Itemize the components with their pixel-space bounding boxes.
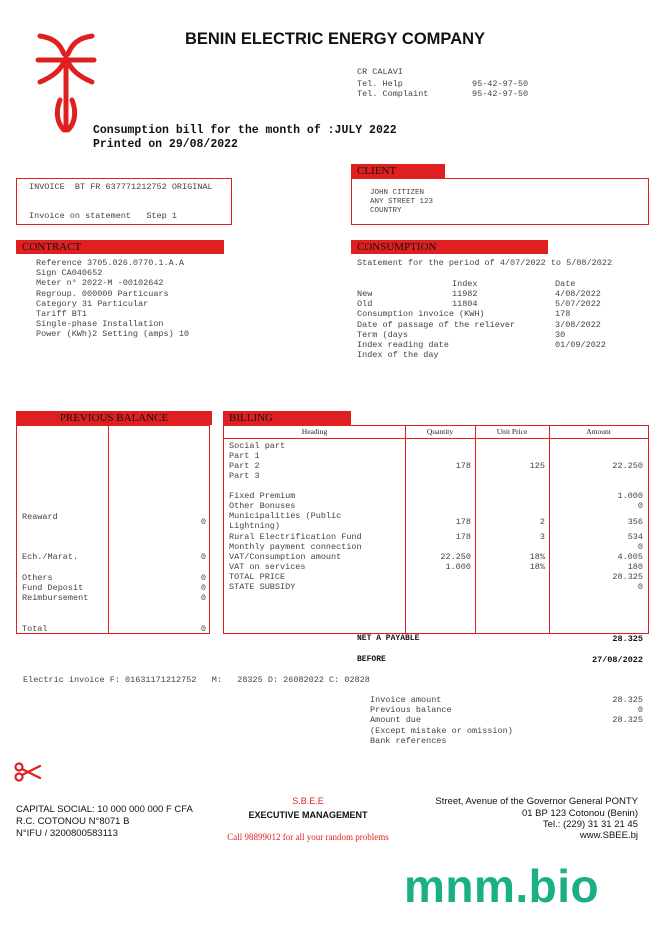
billing-vat2-qty: 1.000 [445, 562, 471, 572]
cons-index: 11982 [452, 289, 478, 299]
client-name: JOHN CITIZEN [370, 189, 425, 197]
invoice-line: INVOICE BT FR 637771212752 ORIGINAL [29, 182, 213, 192]
billing-rural-qty: 178 [455, 532, 471, 542]
billing-fixed-amount: 1.000 [617, 491, 643, 501]
net-payable-label: NET A PAYABLE [357, 634, 420, 643]
billing-monthly-amount: 0 [637, 542, 643, 552]
footer-call: Call 98899012 for all your random problems [227, 832, 389, 842]
billing-rural: Rural Electrification Fund [229, 532, 362, 542]
th-unit-price: Unit Price [496, 427, 528, 436]
billing-part2-price: 125 [529, 461, 545, 471]
cons-date: 5/07/2022 [555, 299, 601, 310]
cons-date: 178 [555, 309, 571, 320]
contract-line: Tariff BT1 [36, 309, 88, 320]
previous-balance-label: Previous balance [370, 705, 452, 715]
billing-part1: Part 1 [229, 451, 260, 461]
contract-line: Reference 3705.026.0770.1.A.A [36, 258, 184, 268]
billing-subsidy-amount: 0 [637, 582, 643, 592]
reaward-value: 0 [200, 517, 206, 527]
company-name: BENIN ELECTRIC ENERGY COMPANY [184, 30, 486, 48]
contract-line: Sign CA040652 [36, 268, 103, 279]
consumption-col-date: Date [555, 279, 576, 289]
consumption-statement: Statement for the period of 4/07/2022 to 5/08/2022 [357, 258, 613, 268]
th-amount: Amount [586, 427, 611, 436]
client-street: ANY STREET 123 [370, 198, 434, 206]
ech-label: Ech./Marat. [22, 552, 79, 562]
billing-other-amount: 0 [637, 501, 643, 511]
billing-table [223, 425, 649, 634]
total-value: 0 [200, 624, 206, 634]
invoice-step: Invoice on statement Step 1 [29, 211, 177, 221]
contract-line: Single-phase Installation [36, 319, 164, 330]
tel-help: 95-42-97-50 [472, 79, 529, 89]
previous-balance-title: PREVIOUS BALANCE [16, 411, 212, 425]
billing-monthly: Monthly payment connection [229, 542, 362, 552]
footer-capital: CAPITAL SOCIAL: 10 000 000 000 F CFA [16, 804, 193, 815]
ech-value: 0 [200, 552, 206, 562]
billing-part2-qty: 178 [455, 461, 471, 471]
printed-on: Printed on 29/08/2022 [93, 138, 238, 151]
billing-vat1-price: 18% [529, 552, 545, 562]
billing-other: Other Bonuses [229, 501, 296, 511]
footer-rc: R.C. COTONOU N°8071 B [16, 816, 130, 827]
fund-value: 0 [200, 583, 206, 593]
client-box [351, 178, 649, 225]
billing-part2: Part 2 [229, 461, 260, 471]
billing-muni-amount: 356 [627, 517, 643, 527]
contract-line: Meter n° 2022-M -00102642 [36, 278, 164, 289]
billing-part3: Part 3 [229, 471, 260, 481]
billing-vat1-qty: 22.250 [440, 552, 471, 562]
cons-label: Date of passage of the reliever [357, 319, 516, 330]
contract-line: Regroup. 000000 Particuars [36, 288, 169, 299]
billing-rural-price: 3 [539, 532, 545, 542]
scissors-icon [14, 762, 42, 782]
cons-label: Consumption invoice (KWH) [357, 309, 485, 320]
th-heading: Heading [301, 427, 328, 436]
previous-balance-value: 0 [637, 705, 643, 715]
consumption-rows [357, 289, 647, 360]
others-value: 0 [200, 573, 206, 583]
client-title: CLIENT [351, 164, 445, 178]
cons-label: Index reading date [357, 339, 449, 350]
total-label: Total [22, 624, 48, 634]
billing-vat2: VAT on services [229, 562, 306, 572]
cons-date: 30 [555, 329, 566, 340]
previous-balance-box [16, 425, 210, 634]
footer-bp: 01 BP 123 Cotonou (Benin) [521, 808, 638, 819]
contract-lines [36, 258, 189, 340]
reimb-value: 0 [200, 593, 206, 603]
billing-vat1-amount: 4.005 [617, 552, 643, 562]
fund-label: Fund Deposit [22, 583, 84, 593]
bank-references: Bank references [370, 736, 447, 746]
before-label: BEFORE [357, 655, 386, 664]
footer-web: www.SBEE.bj [579, 830, 638, 841]
cons-label: Old [357, 299, 373, 310]
reaward-label: Reaward [22, 512, 58, 522]
agency: CR CALAVI [357, 67, 403, 77]
billing-subsidy: STATE SUBSIDY [229, 582, 296, 592]
billing-part2-amount: 22.250 [612, 461, 643, 471]
contract-title: CONTRACT [16, 240, 224, 254]
cons-index: 11804 [452, 299, 478, 310]
cons-label: Term (days [357, 329, 409, 340]
billing-social-part: Social part [229, 441, 286, 451]
invoice-amount-value: 28.325 [612, 695, 643, 705]
billing-fixed: Fixed Premium [229, 491, 296, 501]
billing-muni-2: Lightning) [229, 521, 281, 531]
tel-complaint: 95-42-97-50 [472, 89, 529, 99]
contract-line: Power (KWh)2 Setting (amps) 10 [36, 329, 190, 340]
amount-due-label: Amount due [370, 715, 422, 725]
net-payable-value: 28.325 [612, 634, 643, 644]
others-label: Others [22, 573, 53, 583]
cons-date: 4/08/2022 [555, 289, 601, 299]
billing-title: BILLING [223, 411, 351, 425]
billing-muni-1: Municipalities (Public [229, 511, 342, 521]
tel-complaint-label: Tel. Complaint [357, 89, 429, 99]
billing-total-price-amount: 28.325 [612, 572, 643, 582]
invoice-amount-label: Invoice amount [370, 695, 442, 705]
reimb-label: Reimbursement [22, 593, 89, 603]
contract-line: Category 31 Particular [36, 298, 149, 309]
amount-due-value: 28.325 [612, 715, 643, 725]
footer-tel: Tel.: (229) 31 31 21 45 [542, 819, 638, 830]
invoice-box [16, 178, 232, 225]
bill-month: Consumption bill for the month of :JULY 2022 [93, 124, 397, 137]
electric-invoice: Electric invoice F: 01631171212752 M: 28325 D: 26082022 C: 02828 [23, 675, 370, 685]
watermark-logo: mnm.bio [404, 860, 600, 912]
footer-sbee: S.B.E.E [292, 796, 324, 806]
billing-muni-price: 2 [539, 517, 545, 527]
except-note: (Except mistake or omission) [370, 726, 513, 736]
consumption-col-index: Index [452, 279, 478, 289]
footer-street: Street, Avenue of the Governor General PONTY [435, 796, 638, 807]
billing-muni-qty: 178 [455, 517, 471, 527]
billing-vat2-price: 18% [529, 562, 545, 572]
billing-vat2-amount: 180 [627, 562, 643, 572]
cons-label: Index of the day [357, 350, 439, 361]
consumption-title: CONSUMPTION [351, 240, 548, 254]
footer-nifu: N°IFU / 3200800583113 [16, 828, 118, 839]
th-quantity: Quantity [426, 427, 454, 436]
cons-label: New [357, 289, 373, 299]
billing-vat1: VAT/Consumption amount [229, 552, 342, 562]
cons-date: 3/08/2022 [555, 319, 601, 330]
company-logo [34, 30, 98, 138]
billing-total-price: TOTAL PRICE [229, 572, 286, 582]
tel-help-label: Tel. Help [357, 79, 403, 89]
footer-executive: EXECUTIVE MANAGEMENT [248, 810, 368, 820]
cons-date: 01/09/2022 [555, 339, 607, 350]
client-country: COUNTRY [370, 207, 402, 215]
billing-rural-amount: 534 [627, 532, 643, 542]
before-date: 27/08/2022 [591, 655, 643, 665]
